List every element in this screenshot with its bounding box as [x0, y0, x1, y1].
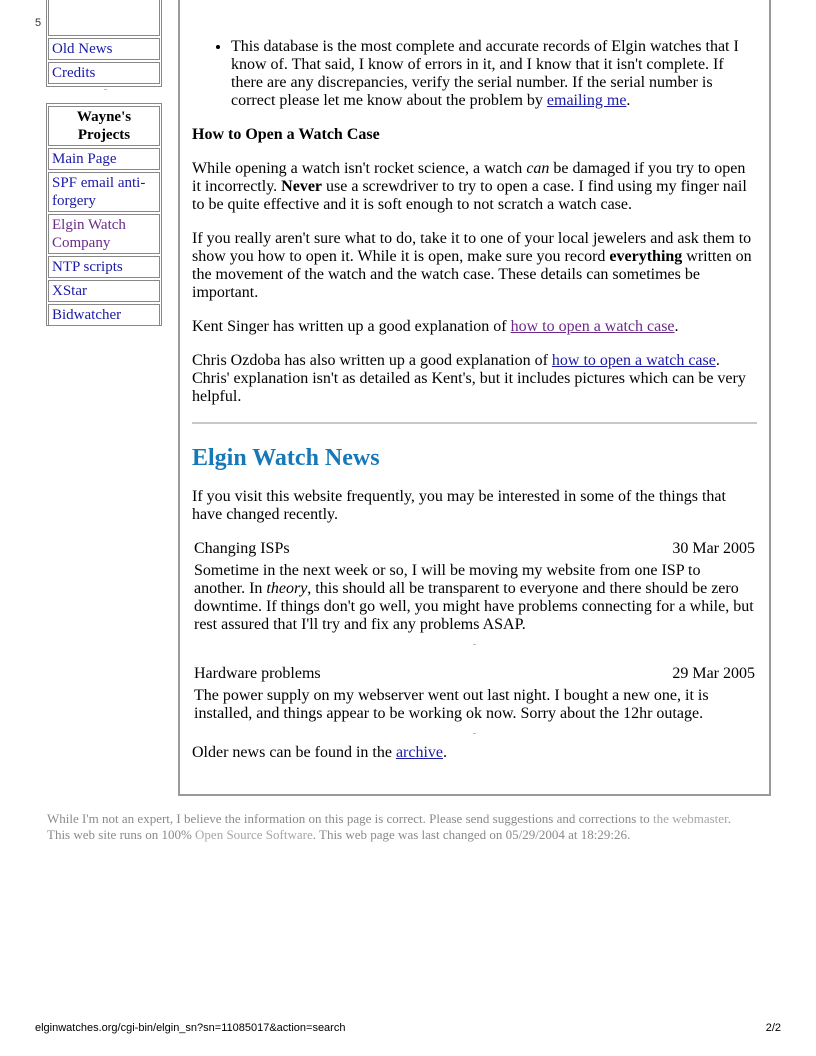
news-item-title: Hardware problems	[194, 665, 321, 682]
text: Kent Singer has written up a good explanation of	[192, 318, 511, 335]
strong-text: Never	[281, 178, 323, 195]
email-link[interactable]: emailing me	[546, 92, 627, 109]
open-case-paragraph-3	[192, 318, 757, 336]
sidebar-link-old-news[interactable]: Old News	[52, 41, 113, 57]
chris-ozdoba-link[interactable]: how to open a watch case	[551, 352, 716, 369]
archive-link[interactable]: archive	[395, 744, 444, 761]
text: .	[443, 744, 448, 761]
sidebar-link-elgin[interactable]: Elgin Watch Company	[52, 217, 126, 251]
text: The power supply on my webserver went out last night. I bought a new one, it is installed, and things appear to be working ok now. Sorry about the 12hr outage.	[194, 687, 709, 722]
text: use a screwdriver to try to open a case. I find using my finger nail to be quite effective and it is soft enough to not scratch a watch case.	[192, 178, 747, 213]
news-item	[192, 540, 757, 645]
sidebar-item-spf[interactable]	[48, 172, 160, 212]
kent-singer-link[interactable]: how to open a watch case	[510, 318, 675, 335]
webmaster-link[interactable]: the webmaster	[652, 811, 728, 826]
open-case-paragraph-2	[192, 230, 757, 302]
open-case-paragraph-1	[192, 160, 757, 214]
sidebar-item-bidwatcher[interactable]	[48, 304, 160, 326]
open-case-paragraph-4	[192, 352, 757, 406]
news-item-date: 30 Mar 2005	[672, 540, 755, 557]
text: .	[674, 318, 679, 335]
strong-text: everything	[609, 248, 683, 265]
sidebar-link-credits[interactable]: Credits	[52, 65, 96, 81]
text: . Chris' explanation isn't as detailed as Kent's, but it includes pictures which can be very helpful.	[192, 352, 746, 405]
text: be damaged if you try to open it incorrectly.	[192, 160, 746, 195]
text: While opening a watch isn't rocket science, a watch	[192, 160, 527, 177]
database-note-end: .	[626, 92, 631, 109]
main-content	[178, 0, 771, 796]
news-item-date: 29 Mar 2005	[672, 665, 755, 682]
footer-line-1	[47, 811, 767, 827]
sidebar-item-credits[interactable]	[48, 62, 160, 84]
news-item-body	[194, 687, 755, 723]
sidebar-projects-heading: Wayne's Projects	[48, 106, 160, 146]
text: Chris Ozdoba has also written up a good explanation of	[192, 352, 552, 369]
sidebar-item-main-page[interactable]	[48, 148, 160, 170]
text: , this should all be transparent to everyone and there should be zero downtime. If things don't go well, you might have problems connecting for a while, but rest assured that I'll try and fix any problems ASAP.	[194, 580, 754, 633]
text: . This web page was last changed on 05/29/2004 at 18:29:26.	[312, 827, 631, 842]
news-intro: If you visit this website frequently, you may be interested in some of the things that have changed recently.	[192, 488, 726, 523]
text: This web site runs on 100%	[47, 827, 196, 842]
sidebar-blank-cell	[48, 0, 160, 36]
older-news	[192, 744, 757, 762]
text: If you really aren't sure what to do, take it to one of your local jewelers and ask them to show you how to open it. While it is open, make sure you record	[192, 230, 752, 265]
database-note	[231, 38, 757, 110]
sidebar-nav-projects	[46, 103, 162, 326]
text: written on the movement of the watch and the watch case. These details can sometimes be important.	[192, 248, 752, 301]
sidebar-divider	[104, 89, 107, 90]
sidebar-item-old-news[interactable]	[48, 38, 160, 60]
news-item-title: Changing ISPs	[194, 540, 290, 557]
sidebar-item-elgin[interactable]	[48, 214, 160, 254]
news-item	[192, 665, 757, 734]
sidebar-link-spf[interactable]: SPF email anti-forgery	[52, 175, 146, 209]
sidebar-link-ntp[interactable]: NTP scripts	[52, 259, 123, 275]
emphasis: can	[526, 160, 550, 177]
print-url: elginwatches.org/cgi-bin/elgin_sn?sn=11085017&action=search	[35, 1022, 346, 1034]
news-item-header	[194, 665, 755, 683]
news-separator	[473, 644, 476, 645]
database-note-text: This database is the most complete and accurate records of Elgin watches that I know of. That said, I know of errors in it, and I know that it isn't complete. If there are any discrepancies, verify the serial number. If the serial number is correct please let me know about the problem by	[231, 38, 739, 109]
sidebar-link-bidwatcher[interactable]: Bidwatcher	[52, 307, 122, 323]
text: .	[727, 811, 731, 826]
news-item-body	[194, 562, 755, 634]
sidebar-item-xstar[interactable]	[48, 280, 160, 302]
news-title: Elgin Watch News	[192, 445, 380, 471]
sidebar-item-ntp[interactable]	[48, 256, 160, 278]
sidebar-link-main-page[interactable]: Main Page	[52, 151, 117, 167]
text: While I'm not an expert, I believe the information on this page is correct. Please send suggestions and corrections to	[47, 811, 653, 826]
stray-mark: 5	[35, 17, 42, 29]
sidebar-nav-top	[46, 0, 162, 87]
text: Older news can be found in the	[192, 744, 396, 761]
section-divider	[192, 422, 757, 424]
news-item-header	[194, 540, 755, 558]
emphasis: theory	[266, 580, 308, 597]
open-case-heading: How to Open a Watch Case	[192, 126, 380, 143]
sidebar-link-xstar[interactable]: XStar	[52, 283, 87, 299]
text: Sometime in the next week or so, I will be moving my website from one ISP to another. In	[194, 562, 701, 597]
footer-line-2	[47, 827, 767, 843]
open-source-link[interactable]: Open Source Software	[195, 827, 313, 842]
print-page-number: 2/2	[765, 1022, 781, 1034]
news-separator	[473, 733, 476, 734]
info-list	[192, 38, 757, 110]
page-footer	[47, 811, 767, 843]
